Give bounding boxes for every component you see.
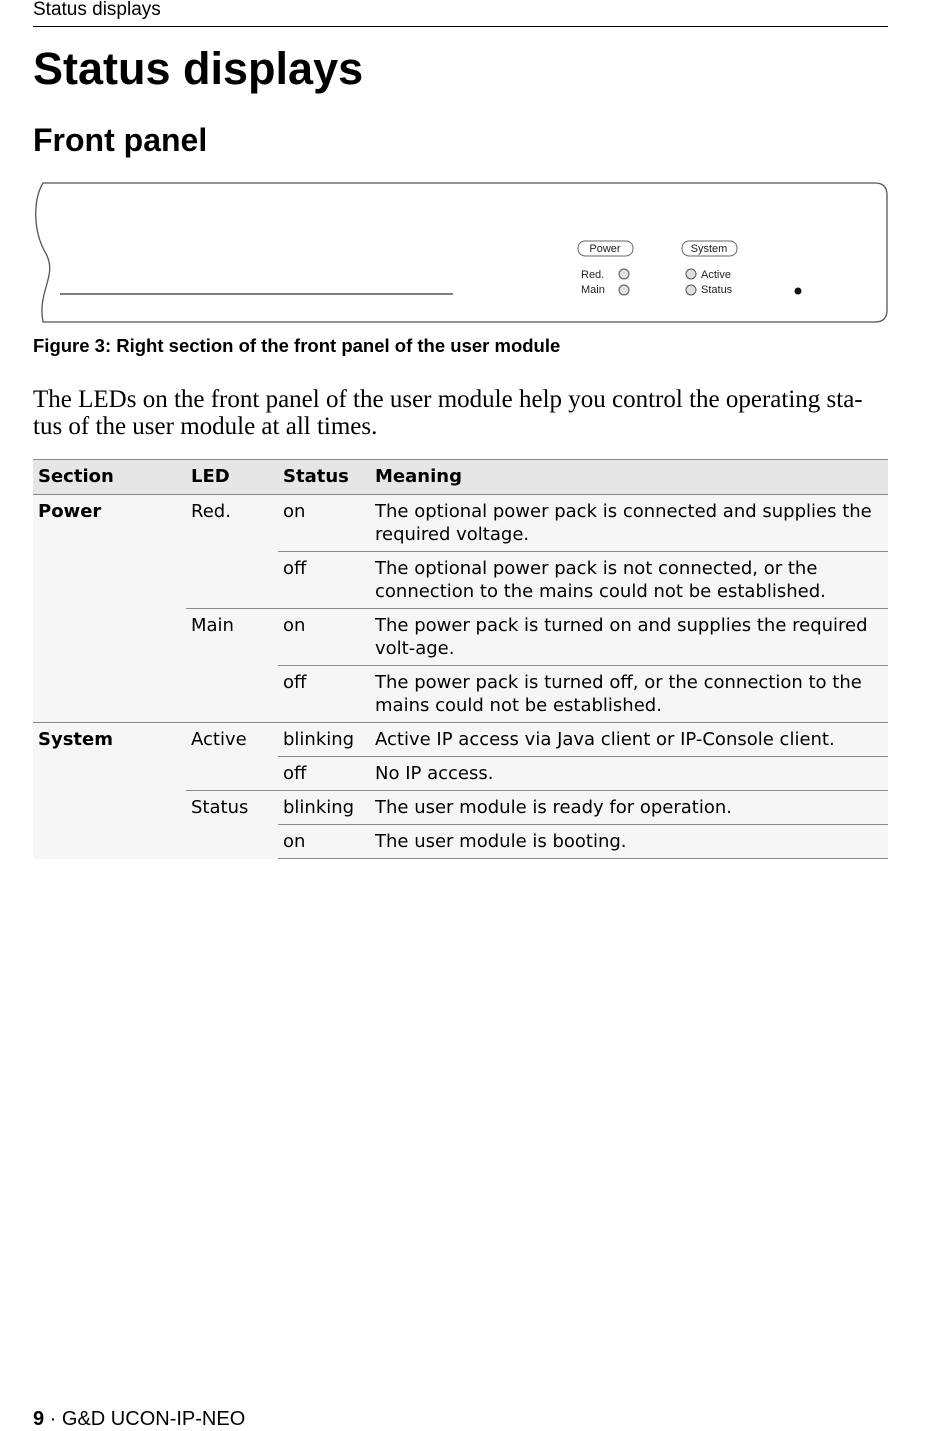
meaning-cell: No IP access. (370, 757, 888, 791)
status-cell: off (278, 757, 370, 791)
status-cell: off (278, 552, 370, 609)
footer-separator: · (44, 1408, 62, 1430)
led-cell: Status (186, 791, 278, 859)
meaning-cell: Active IP access via Java client or IP-Console client. (370, 723, 888, 757)
led-main-icon (619, 285, 629, 295)
header-status: Status (278, 460, 370, 495)
meaning-cell: The optional power pack is connected and supplies the required voltage. (375, 501, 872, 545)
front-panel-drawing (33, 180, 891, 326)
page-footer (33, 1407, 245, 1431)
led-active-label: Active (701, 269, 731, 281)
meaning-cell: The user module is ready for operation. (370, 791, 888, 825)
table-row (33, 495, 888, 552)
reset-hole-icon (795, 288, 802, 295)
page-number: 9 (33, 1408, 45, 1430)
panel-outline (36, 183, 887, 322)
led-status-label: Status (701, 284, 733, 296)
section-title: Front panel (33, 122, 208, 158)
led-red-icon (619, 269, 629, 279)
status-cell: off (278, 666, 370, 723)
status-cell: blinking (278, 791, 370, 825)
led-cell: Active (186, 723, 278, 791)
meaning-cell: The optional power pack is not connected, or the connection to the mains could not be established. (370, 552, 888, 609)
section-cell: Power (38, 501, 102, 522)
section-cell: System (33, 723, 186, 859)
header-led: LED (186, 460, 278, 495)
header-section: Section (33, 460, 186, 495)
table-header-row (33, 460, 888, 495)
status-cell: on (283, 501, 306, 522)
front-panel-figure (33, 180, 891, 326)
meaning-cell: The user module is booting. (370, 825, 888, 859)
meaning-cell: The power pack is turned off, or the connection to the mains could not be established. (370, 666, 888, 723)
product-name: G&D UCON-IP-NEO (61, 1408, 246, 1430)
led-cell: Red. (191, 501, 231, 522)
table-row (33, 723, 888, 757)
led-status-icon (686, 285, 696, 295)
led-red-label: Red. (581, 269, 605, 281)
system-label: System (690, 243, 728, 255)
status-cell: on (278, 825, 370, 859)
figure-caption: Figure 3: Right section of the front panel of the user module (33, 335, 561, 356)
meaning-cell: The power pack is turned on and supplies the required volt-age. (370, 609, 888, 666)
status-cell: on (278, 609, 370, 666)
led-cell: Main (186, 609, 278, 723)
led-main-label: Main (581, 284, 605, 296)
intro-paragraph: The LEDs on the front panel of the user module help you control the operating sta-tus of the user module at all times. (33, 386, 863, 440)
led-status-table (33, 459, 888, 859)
status-cell: blinking (278, 723, 370, 757)
running-header: Status displays (33, 0, 888, 27)
page-title: Status displays (33, 43, 364, 94)
header-meaning: Meaning (370, 460, 888, 495)
power-label: Power (589, 243, 621, 255)
led-active-icon (686, 269, 696, 279)
